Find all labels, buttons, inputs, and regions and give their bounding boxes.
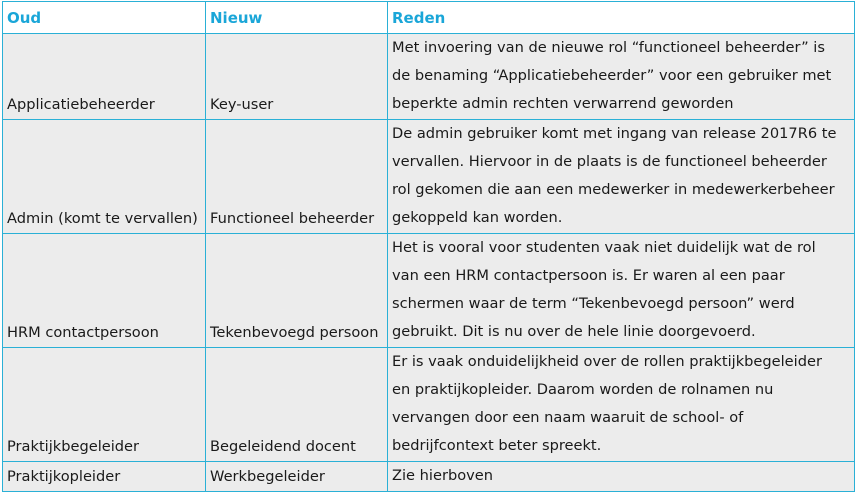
reason-line: De admin gebruiker komt met ingang van release 2017R6 te [392,125,837,142]
role-rename-table [2,1,855,492]
reason-line: beperkte admin rechten verwarrend geworden [392,95,734,112]
table-row [3,234,855,348]
header-reason: Reden [388,2,855,34]
header-old: Oud [3,2,206,34]
cell-reason [388,120,855,234]
reason-line: rol gekomen die aan een medewerker in medewerkerbeheer [392,181,835,198]
reason-line: Zie hierboven [392,467,494,484]
cell-reason [388,348,855,462]
cell-new: Key-user [206,34,388,120]
cell-reason [388,234,855,348]
reason-line: vervallen. Hiervoor in de plaats is de functioneel beheerder [392,153,827,170]
header-new: Nieuw [206,2,388,34]
reason-line: gekoppeld kan worden. [392,209,563,226]
cell-reason [388,34,855,120]
reason-line: de benaming “Applicatiebeheerder” voor een gebruiker met [392,67,832,84]
reason-line: Er is vaak onduidelijkheid over de rollen praktijkbegeleider [392,353,822,370]
reason-line: en praktijkopleider. Daarom worden de rolnamen nu [392,381,774,398]
header-row [3,2,855,34]
cell-old: Admin (komt te vervallen) [3,120,206,234]
cell-old: Praktijkopleider [3,462,206,492]
table-row [3,34,855,120]
cell-new: Functioneel beheerder [206,120,388,234]
table-row [3,462,855,492]
reason-line: van een HRM contactpersoon is. Er waren al een paar [392,267,785,284]
cell-reason [388,462,855,492]
cell-old: Applicatiebeheerder [3,34,206,120]
reason-line: Met invoering van de nieuwe rol “functioneel beheerder” is [392,39,825,56]
reason-line: vervangen door een naam waaruit de school- of [392,409,744,426]
table-row [3,120,855,234]
reason-line: Het is vooral voor studenten vaak niet duidelijk wat de rol [392,239,816,256]
cell-old: Praktijkbegeleider [3,348,206,462]
reason-line: schermen waar de term “Tekenbevoegd persoon” werd [392,295,795,312]
cell-new: Begeleidend docent [206,348,388,462]
cell-new: Werkbegeleider [206,462,388,492]
table-row [3,348,855,462]
reason-line: gebruikt. Dit is nu over de hele linie doorgevoerd. [392,323,756,340]
cell-old: HRM contactpersoon [3,234,206,348]
reason-line: bedrijfcontext beter spreekt. [392,437,602,454]
cell-new: Tekenbevoegd persoon [206,234,388,348]
